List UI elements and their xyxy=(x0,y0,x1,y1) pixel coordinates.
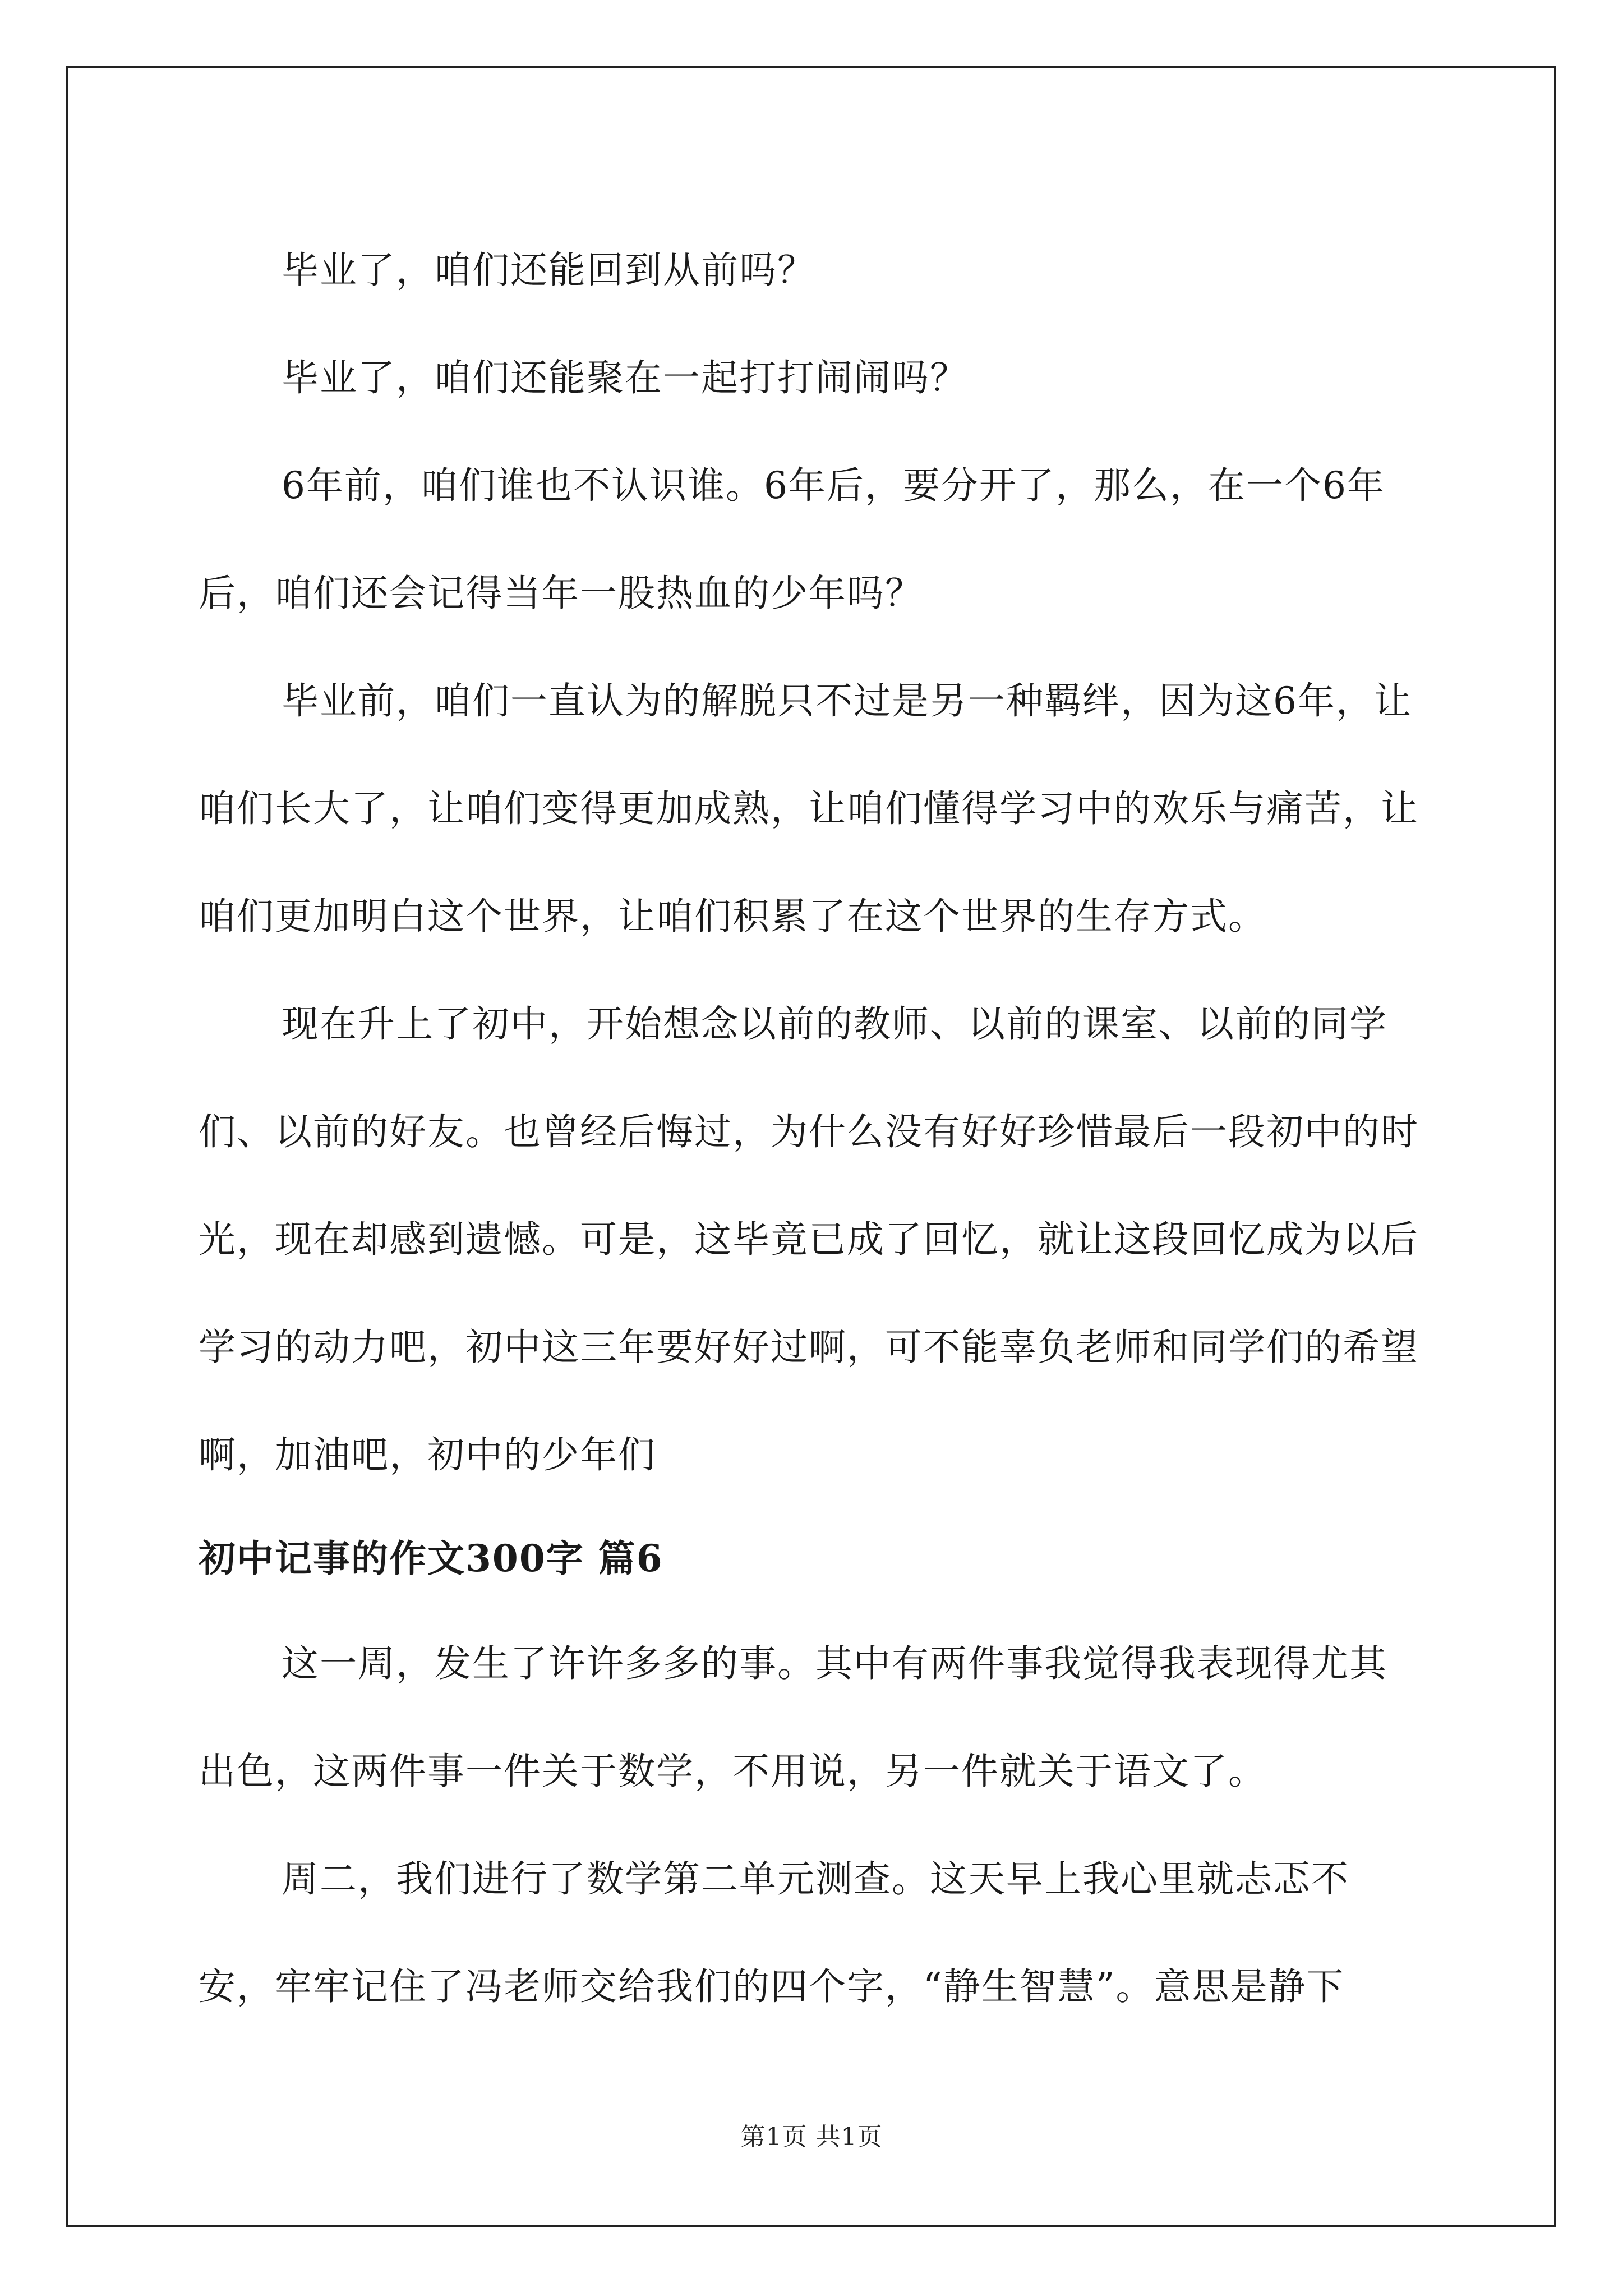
paragraph: 周二，我们进行了数学第二单元测查。这天早上我心里就忐忑不安，牢牢记住了冯老师交给我们的四个字，“静生智慧”。意思是静下 xyxy=(199,1857,1349,2008)
section-title: 初中记事的作文300字 篇6 xyxy=(199,1536,663,1580)
paragraph: 毕业了，咱们还能聚在一起打打闹闹吗？ xyxy=(282,356,968,399)
document-body xyxy=(199,217,1424,2041)
paragraph: 毕业了，咱们还能回到从前吗？ xyxy=(282,249,815,292)
paragraph: 毕业前，咱们一直认为的解脱只不过是另一种羁绊，因为这6年，让咱们长大了，让咱们变得更加成熟，让咱们懂得学习中的欢乐与痛苦，让咱们更加明白这个世界，让咱们积累了在这个世界的生存方式。 xyxy=(199,679,1419,938)
paragraph: 这一周，发生了许许多多的事。其中有两件事我觉得我表现得尤其出色，这两件事一件关于数学，不用说，另一件就关于语文了。 xyxy=(199,1642,1387,1793)
paragraph: 现在升上了初中，开始想念以前的教师、以前的课室、以前的同学们、以前的好友。也曾经后悔过，为什么没有好好珍惜最后一段初中的时光，现在却感到遗憾。可是，这毕竟已成了回忆，就让这段回忆成为以后学习的动力吧，初中这三年要好好过啊，可不能辜负老师和同学们的希望啊，加油吧，初中的少年们 xyxy=(199,1002,1419,1476)
paragraph: 6年前，咱们谁也不认识谁。6年后，要分开了，那么，在一个6年后，咱们还会记得当年一股热血的少年吗？ xyxy=(199,464,1385,615)
page-footer: 第1页 共1页 xyxy=(740,2123,883,2151)
